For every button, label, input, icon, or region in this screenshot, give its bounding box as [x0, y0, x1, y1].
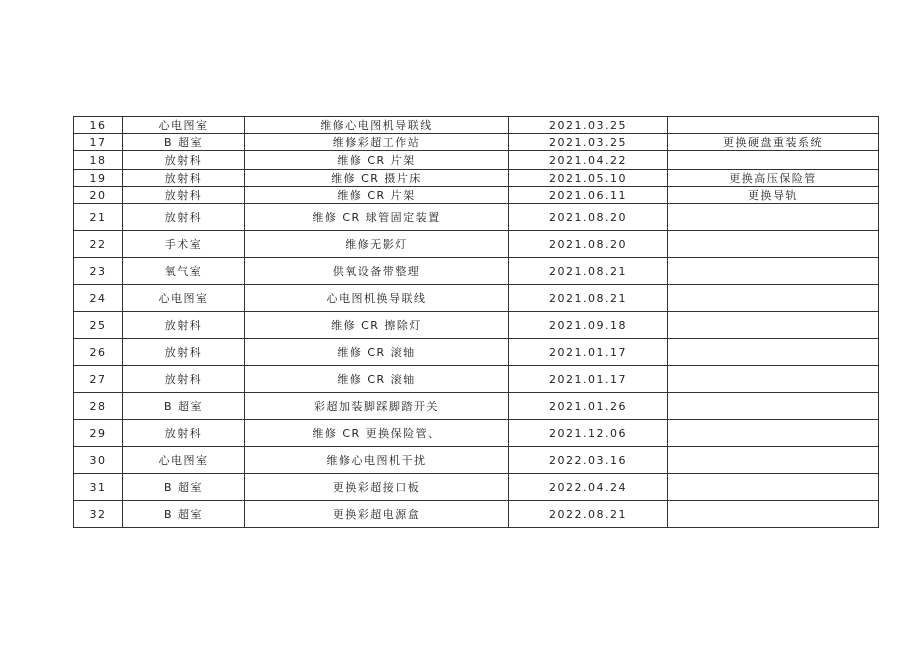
row-number: 30	[74, 447, 123, 474]
department-cell: B 超室	[123, 474, 245, 501]
department-cell: 放射科	[123, 366, 245, 393]
note-cell	[668, 447, 879, 474]
table-row	[74, 187, 879, 204]
row-number: 22	[74, 231, 123, 258]
table-row	[74, 258, 879, 285]
date-cell: 2022.08.21	[509, 501, 668, 528]
date-cell: 2021.12.06	[509, 420, 668, 447]
date-cell: 2021.01.26	[509, 393, 668, 420]
date-cell: 2021.09.18	[509, 312, 668, 339]
note-cell	[668, 312, 879, 339]
date-cell: 2021.08.21	[509, 258, 668, 285]
repair-item-cell: 供氧设备带整理	[245, 258, 509, 285]
date-cell: 2022.04.24	[509, 474, 668, 501]
repair-item-cell: 维修 CR 片架	[245, 187, 509, 204]
row-number: 21	[74, 204, 123, 231]
repair-item-cell: 维修无影灯	[245, 231, 509, 258]
row-number: 26	[74, 339, 123, 366]
row-number: 27	[74, 366, 123, 393]
table-row	[74, 474, 879, 501]
repair-item-cell: 维修 CR 更换保险管、	[245, 420, 509, 447]
note-cell	[668, 501, 879, 528]
table-row	[74, 447, 879, 474]
date-cell: 2021.08.20	[509, 231, 668, 258]
date-cell: 2021.06.11	[509, 187, 668, 204]
repair-item-cell: 彩超加装脚踩脚踏开关	[245, 393, 509, 420]
department-cell: 心电图室	[123, 117, 245, 134]
repair-item-cell: 更换彩超电源盒	[245, 501, 509, 528]
row-number: 18	[74, 151, 123, 170]
table-row	[74, 285, 879, 312]
department-cell: 氧气室	[123, 258, 245, 285]
row-number: 17	[74, 134, 123, 151]
table-row	[74, 117, 879, 134]
note-cell	[668, 231, 879, 258]
date-cell: 2021.03.25	[509, 134, 668, 151]
note-cell	[668, 339, 879, 366]
department-cell: B 超室	[123, 134, 245, 151]
repair-item-cell: 维修 CR 摄片床	[245, 170, 509, 187]
date-cell: 2021.08.21	[509, 285, 668, 312]
note-cell	[668, 393, 879, 420]
row-number: 16	[74, 117, 123, 134]
row-number: 19	[74, 170, 123, 187]
department-cell: B 超室	[123, 393, 245, 420]
department-cell: B 超室	[123, 501, 245, 528]
table-row	[74, 170, 879, 187]
department-cell: 放射科	[123, 170, 245, 187]
repair-item-cell: 维修 CR 滚轴	[245, 339, 509, 366]
table-row	[74, 231, 879, 258]
table-row	[74, 134, 879, 151]
note-cell	[668, 366, 879, 393]
note-cell	[668, 420, 879, 447]
note-cell	[668, 285, 879, 312]
note-cell	[668, 151, 879, 170]
date-cell: 2021.01.17	[509, 366, 668, 393]
repair-item-cell: 维修 CR 擦除灯	[245, 312, 509, 339]
repair-item-cell: 维修 CR 滚轴	[245, 366, 509, 393]
row-number: 32	[74, 501, 123, 528]
table-row	[74, 339, 879, 366]
row-number: 25	[74, 312, 123, 339]
note-cell	[668, 117, 879, 134]
repair-item-cell: 维修 CR 片架	[245, 151, 509, 170]
date-cell: 2022.03.16	[509, 447, 668, 474]
note-cell: 更换高压保险管	[668, 170, 879, 187]
department-cell: 放射科	[123, 420, 245, 447]
table-row	[74, 393, 879, 420]
date-cell: 2021.04.22	[509, 151, 668, 170]
date-cell: 2021.01.17	[509, 339, 668, 366]
repair-item-cell: 更换彩超接口板	[245, 474, 509, 501]
row-number: 29	[74, 420, 123, 447]
row-number: 23	[74, 258, 123, 285]
date-cell: 2021.08.20	[509, 204, 668, 231]
table-row	[74, 312, 879, 339]
department-cell: 放射科	[123, 204, 245, 231]
repair-item-cell: 维修彩超工作站	[245, 134, 509, 151]
repair-item-cell: 维修 CR 球管固定装置	[245, 204, 509, 231]
table-row	[74, 151, 879, 170]
repair-item-cell: 心电图机换导联线	[245, 285, 509, 312]
date-cell: 2021.03.25	[509, 117, 668, 134]
department-cell: 心电图室	[123, 285, 245, 312]
department-cell: 心电图室	[123, 447, 245, 474]
row-number: 24	[74, 285, 123, 312]
date-cell: 2021.05.10	[509, 170, 668, 187]
note-cell	[668, 204, 879, 231]
table-row	[74, 420, 879, 447]
note-cell: 更换导轨	[668, 187, 879, 204]
maintenance-record-table	[73, 116, 879, 528]
department-cell: 手术室	[123, 231, 245, 258]
department-cell: 放射科	[123, 187, 245, 204]
department-cell: 放射科	[123, 151, 245, 170]
row-number: 20	[74, 187, 123, 204]
repair-item-cell: 维修心电图机干扰	[245, 447, 509, 474]
table-row	[74, 366, 879, 393]
department-cell: 放射科	[123, 339, 245, 366]
note-cell	[668, 258, 879, 285]
note-cell	[668, 474, 879, 501]
department-cell: 放射科	[123, 312, 245, 339]
table-row	[74, 204, 879, 231]
note-cell: 更换硬盘重装系统	[668, 134, 879, 151]
repair-item-cell: 维修心电图机导联线	[245, 117, 509, 134]
row-number: 31	[74, 474, 123, 501]
row-number: 28	[74, 393, 123, 420]
table-row	[74, 501, 879, 528]
